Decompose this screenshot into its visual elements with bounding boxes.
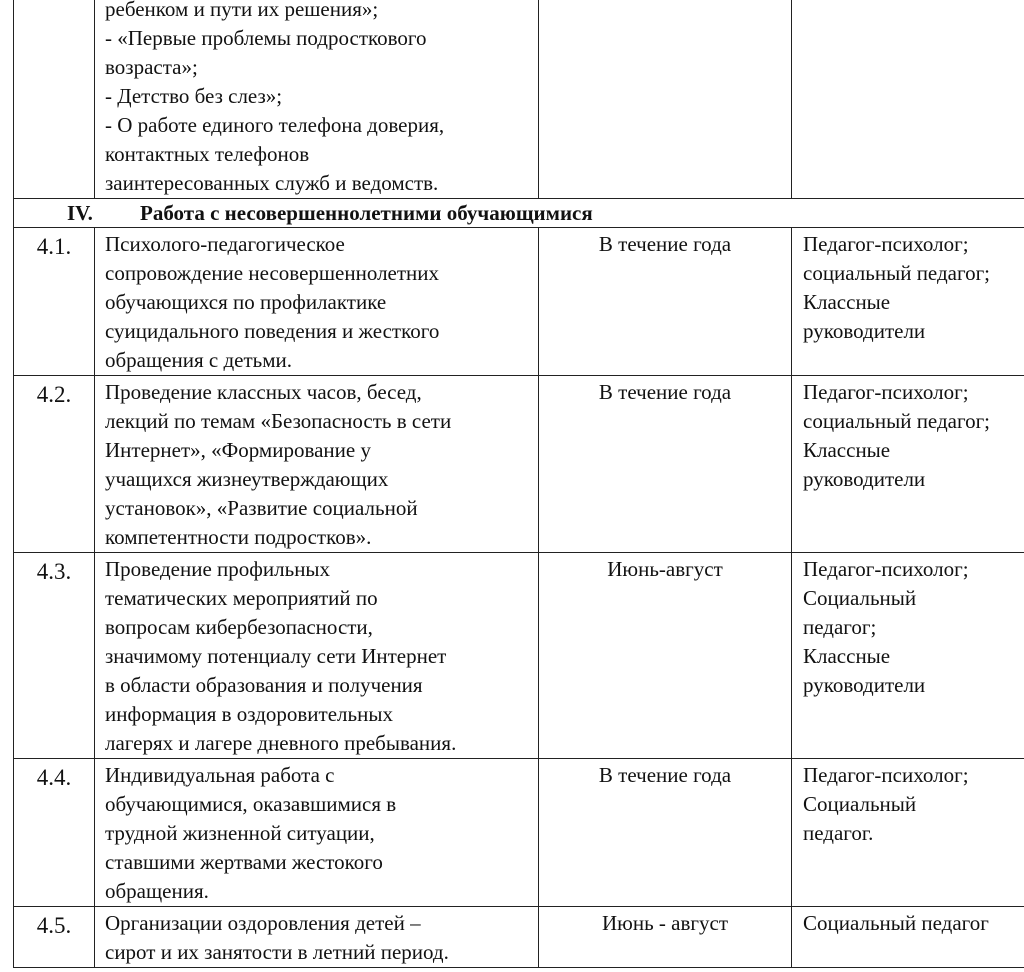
event-line: Организации оздоровления детей – — [105, 911, 421, 935]
date-cell: В течение года — [539, 376, 792, 553]
activity-plan-table — [13, 0, 1024, 968]
section-number: IV. — [67, 201, 93, 225]
event-line: обращения. — [105, 879, 209, 903]
responsible-line: Педагог-психолог; — [803, 763, 969, 787]
event-line: Интернет», «Формирование у — [105, 438, 371, 462]
event-line: трудной жизненной ситуации, — [105, 821, 375, 845]
event-line: лекций по темам «Безопасность в сети — [105, 409, 452, 433]
date-cell: Июнь-август — [539, 553, 792, 759]
date-cell: В течение года — [539, 228, 792, 376]
num-cell — [14, 0, 95, 199]
section-header — [14, 199, 1024, 228]
table-row — [14, 553, 1024, 759]
row-number: 4.2. — [14, 376, 95, 553]
responsible-line: Классные — [803, 290, 891, 314]
responsible-line: Социальный — [803, 792, 917, 816]
event-line: обращения с детьми. — [105, 348, 292, 372]
event-line: сирот и их занятости в летний период. — [105, 940, 449, 964]
responsible-line: Социальный — [803, 586, 917, 610]
table-row — [14, 907, 1024, 968]
section-header-row — [14, 199, 1024, 228]
row-number: 4.5. — [14, 907, 95, 968]
responsible-line: Педагог-психолог; — [803, 232, 969, 256]
responsible-line: руководители — [803, 467, 926, 491]
event-cell — [95, 0, 539, 199]
table-row — [14, 228, 1024, 376]
event-line: контактных телефонов — [105, 142, 310, 166]
responsible-cell — [792, 0, 1024, 199]
event-line: в области образования и получения — [105, 673, 423, 697]
table-row — [14, 759, 1024, 907]
event-line: обучающихся по профилактике — [105, 290, 387, 314]
event-cell — [95, 759, 539, 907]
responsible-line: педагог; — [803, 615, 877, 639]
event-line: - Детство без слез»; — [105, 84, 283, 108]
event-line: ребенком и пути их решения»; — [105, 0, 379, 21]
date-cell: Июнь - август — [539, 907, 792, 968]
responsible-line: социальный педагог; — [803, 261, 991, 285]
event-cell — [95, 228, 539, 376]
responsible-cell — [792, 907, 1024, 968]
event-line: возраста»; — [105, 55, 198, 79]
responsible-line: Педагог-психолог; — [803, 380, 969, 404]
event-line: Проведение классных часов, бесед, — [105, 380, 422, 404]
event-line: лагерях и лагере дневного пребывания. — [105, 731, 457, 755]
event-line: - «Первые проблемы подросткового — [105, 26, 427, 50]
event-line: Индивидуальная работа с — [105, 763, 335, 787]
row-number: 4.3. — [14, 553, 95, 759]
event-line: тематических мероприятий по — [105, 586, 378, 610]
event-line: заинтересованных служб и ведомств. — [105, 171, 439, 195]
responsible-line: Классные — [803, 644, 891, 668]
table-row — [14, 0, 1024, 199]
event-line: учащихся жизнеутверждающих — [105, 467, 389, 491]
responsible-line: руководители — [803, 673, 926, 697]
event-line: информация в оздоровительных — [105, 702, 393, 726]
event-line: сопровождение несовершеннолетних — [105, 261, 440, 285]
event-cell — [95, 553, 539, 759]
event-line: - О работе единого телефона доверия, — [105, 113, 445, 137]
event-line: установок», «Развитие социальной — [105, 496, 418, 520]
responsible-line: Педагог-психолог; — [803, 557, 969, 581]
event-line: Проведение профильных — [105, 557, 331, 581]
table-row — [14, 376, 1024, 553]
responsible-line: руководители — [803, 319, 926, 343]
responsible-cell — [792, 228, 1024, 376]
event-line: значимому потенциалу сети Интернет — [105, 644, 447, 668]
responsible-cell — [792, 553, 1024, 759]
event-line: компетентности подростков». — [105, 525, 372, 549]
event-line: суицидального поведения и жесткого — [105, 319, 440, 343]
responsible-line: Социальный педагог — [803, 911, 989, 935]
event-line: обучающимися, оказавшимися в — [105, 792, 397, 816]
event-line: вопросам кибербезопасности, — [105, 615, 373, 639]
responsible-line: педагог. — [803, 821, 874, 845]
section-title: Работа с несовершеннолетними обучающимися — [140, 201, 593, 225]
row-number: 4.4. — [14, 759, 95, 907]
date-cell: В течение года — [539, 759, 792, 907]
responsible-line: Классные — [803, 438, 891, 462]
event-cell — [95, 907, 539, 968]
event-line: ставшими жертвами жестокого — [105, 850, 383, 874]
row-number: 4.1. — [14, 228, 95, 376]
responsible-cell — [792, 759, 1024, 907]
responsible-cell — [792, 376, 1024, 553]
responsible-line: социальный педагог; — [803, 409, 991, 433]
event-cell — [95, 376, 539, 553]
date-cell — [539, 0, 792, 199]
event-line: Психолого-педагогическое — [105, 232, 345, 256]
